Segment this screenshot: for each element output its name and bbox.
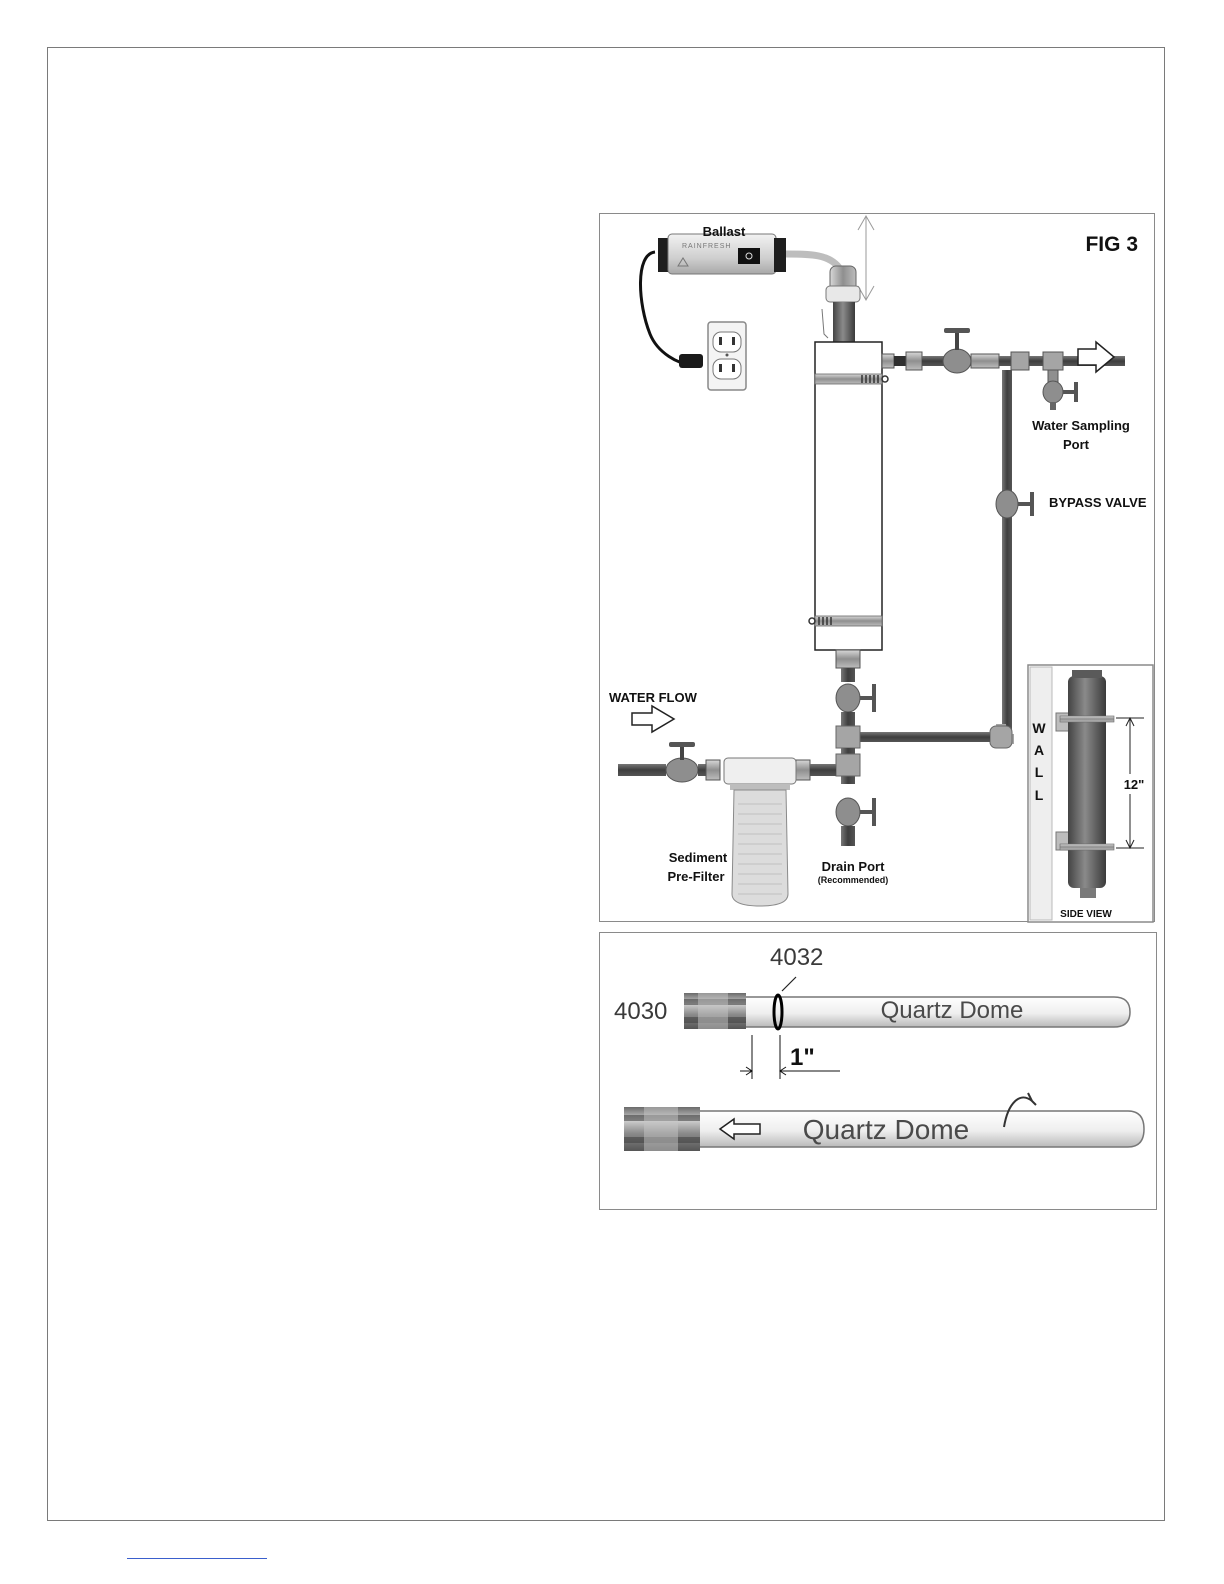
wall-letter-l1: L: [1034, 764, 1044, 780]
bypass-valve-label: BYPASS VALVE: [1049, 495, 1147, 510]
wall-letter-l2: L: [1034, 787, 1044, 803]
wall-outlet-icon: [708, 322, 746, 390]
inlet-manifold: [836, 650, 876, 846]
quartz-dome-top-label: Quartz Dome: [880, 997, 1024, 1024]
side-view-label: SIDE VIEW: [1060, 909, 1112, 920]
part-4030-label: 4030: [614, 998, 668, 1025]
part-4032-leader-line: [782, 977, 796, 991]
lamp-connector: [822, 266, 860, 342]
outlet-flow-arrow-icon: [1078, 342, 1114, 372]
side-view-inset: [1028, 665, 1153, 922]
footer-link-underline: [127, 1558, 267, 1559]
bottom-nut: [624, 1107, 700, 1151]
part-4030-nut: [684, 993, 746, 1029]
wall-letter-a: A: [1033, 742, 1045, 758]
clearance-dimension-label: 12": [1123, 777, 1145, 792]
part-4032-label: 4032: [770, 944, 824, 971]
sediment-prefilter-label-line2: Pre-Filter: [667, 869, 725, 884]
wall-letter-w: W: [1032, 720, 1046, 736]
quartz-dome-bottom-label: Quartz Dome: [802, 1114, 970, 1145]
drain-port-note: (Recommended): [817, 875, 889, 885]
quartz-dome-diagram-svg: [600, 933, 1158, 1211]
ballast-label: Ballast: [702, 224, 746, 239]
sediment-prefilter-label: Sediment: [668, 850, 728, 865]
sediment-prefilter: [724, 758, 796, 906]
water-sampling-port-label: Water Sampling: [1032, 418, 1130, 433]
figure-title: FIG 3: [1085, 233, 1138, 256]
gap-dimension-label: 1": [790, 1044, 815, 1071]
ballast-brand-label: RAINFRESH: [682, 243, 732, 250]
uv-chamber: [809, 342, 888, 650]
lamp-clearance-arrow: [858, 216, 874, 300]
drain-port-label: Drain Port: [821, 859, 885, 874]
figure-3-installation-diagram: [599, 213, 1155, 922]
installation-diagram-svg: [600, 214, 1156, 923]
water-sampling-port-label-line2: Port: [1063, 437, 1089, 452]
water-flow-arrow-icon: [632, 706, 674, 732]
bypass-line: [860, 370, 1034, 748]
figure-quartz-dome-assembly: [599, 932, 1157, 1210]
water-flow-label: WATER FLOW: [609, 690, 697, 705]
